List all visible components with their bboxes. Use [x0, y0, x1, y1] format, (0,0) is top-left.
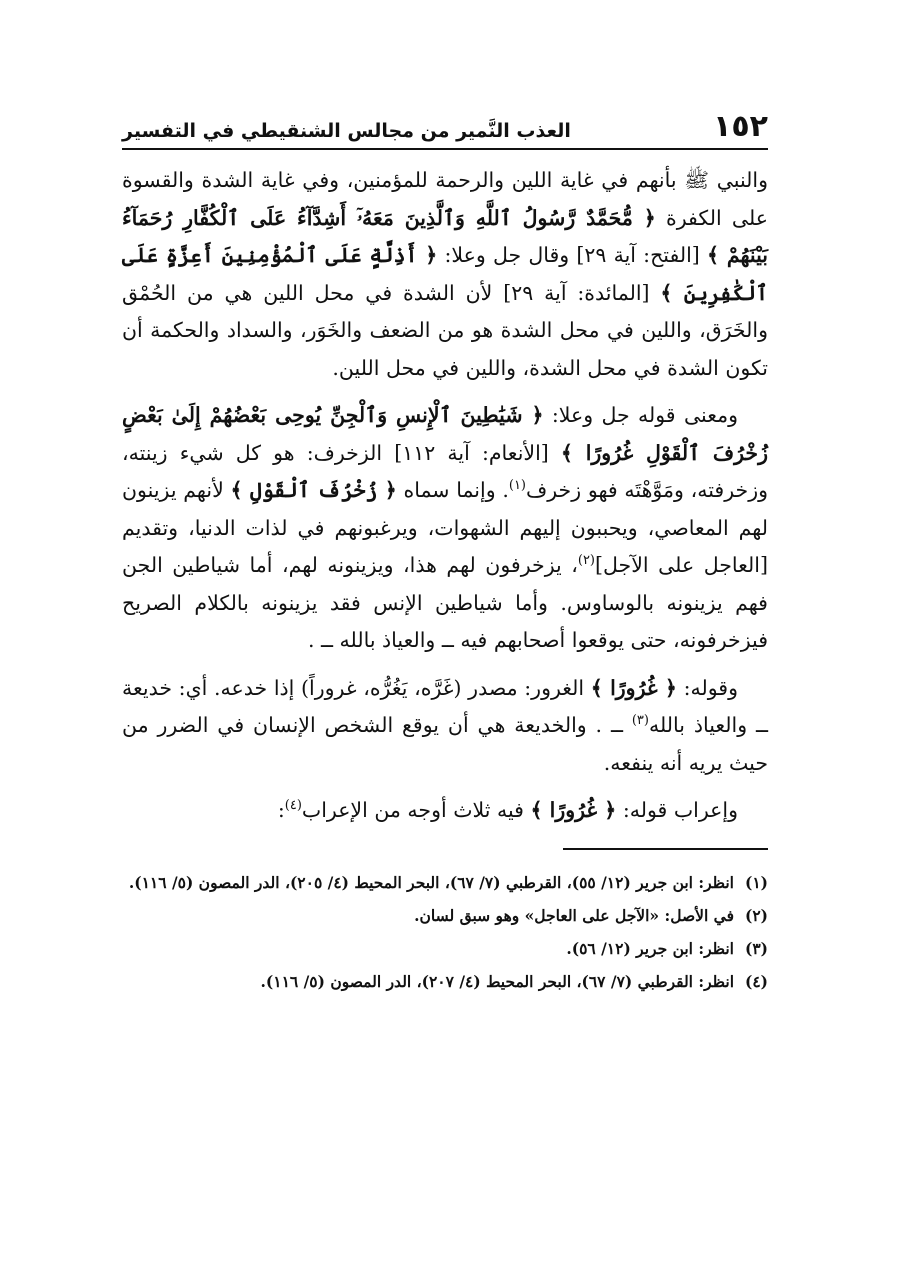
footnote-number: (٢) — [744, 905, 768, 925]
footnotes — [122, 866, 768, 998]
quran-verse: ﴿ زُخْرُفَ ٱلْقَوْلِ ﴾ — [230, 478, 397, 502]
paragraph-text: لأنهم يزينون لهم المعاصي، ويحببون إليهم الشهوات، ويرغبونهم في لذات الدنيا، وتقديم [العاجل على الآجل] — [122, 478, 768, 577]
paragraph — [122, 162, 768, 387]
paragraph-text: وإعراب قوله: — [616, 798, 738, 822]
footnote-reference: (١) — [508, 478, 526, 494]
paragraph — [122, 397, 768, 660]
body-text — [122, 162, 768, 830]
running-title: العذب النَّمير من مجالس الشنقيطي في التفسير — [122, 120, 571, 142]
footnote — [122, 866, 768, 899]
page-number: ١٥٢ — [713, 109, 768, 144]
footnote-text: انظر: ابن جرير (١٢/ ٥٦). — [566, 938, 734, 958]
quran-verse: ﴿ غُرُورًا ﴾ — [590, 675, 677, 700]
paragraph-text: ، يزخرفون لهم هذا، ويزينونه لهم، أما شياطين الجن فهم يزينونه بالوساوس. وأما شياطين الإنس فقد يزينونه بالكلام الصريح فيزخرفونه، حتى يوقعوا أصحابهم فيه ــ والعياذ بالله ــ . — [122, 553, 768, 652]
paragraph-text: : — [277, 798, 285, 822]
footnote — [122, 932, 768, 965]
paragraph-text: [المائدة: آية ٢٩] لأن الشدة في محل اللين هي من الحُمْق والخَرَق، واللين في محل الشدة هو من الضعف والخَوَر، والسداد والحكمة أن تكون الشدة في محل الشدة، واللين في محل اللين. — [122, 280, 768, 380]
paragraph-text: ــ . والخديعة هي أن يوقع الشخص الإنسان في الضرر من حيث يريه أنه ينفعه. — [122, 713, 768, 775]
footnote-number: (١) — [744, 872, 768, 892]
footnote-divider — [563, 848, 768, 850]
footnote-text: في الأصل: «الآجل على العاجل» وهو سبق لسان. — [414, 905, 734, 925]
paragraph-text: والنبي ﷺ بأنهم في غاية اللين والرحمة للمؤمنين، وفي غاية الشدة والقسوة على الكفرة — [122, 168, 769, 230]
footnote-reference: (٣) — [631, 713, 649, 729]
paragraph-text: ومعنى قوله جل وعلا: — [543, 403, 738, 427]
footnote-text: انظر: القرطبي (٧/ ٦٧)، البحر المحيط (٤/ ٢٠٧)، الدر المصون (٥/ ١١٦). — [260, 971, 734, 991]
quran-verse: ﴿ أَذِلَّةٍ عَلَى ٱلْمُؤْمِنِينَ أَعِزَّةٍ عَلَى ٱلْكَٰفِرِينَ ﴾ — [122, 243, 769, 305]
quran-verse: ﴿ شَيَٰطِينَ ٱلْإِنسِ وَٱلْجِنِّ يُوحِى بَعْضُهُمْ إِلَىٰ بَعْضٍ زُخْرُفَ ٱلْقَوْلِ غُرُورًا ﴾ — [122, 403, 768, 465]
footnote-number: (٤) — [744, 971, 768, 991]
paragraph-text: وقوله: — [676, 675, 739, 700]
paragraph-text: [الفتح: آية ٢٩] وقال جل وعلا: — [437, 243, 707, 267]
paragraph-text: [الأنعام: آية ١١٢] الزخرف: هو كل شيء زينته، وزخرفته، ومَوَّهْتَه فهو زخرف — [122, 440, 769, 502]
footnote — [122, 965, 768, 998]
paragraph-text: الغرور: مصدر (غَرَّه، يَغُرُّه، غروراً) إذا خدعه. أي: خديعة ــ والعياذ بالله — [122, 675, 769, 737]
quran-verse: ﴿ غُرُورًا ﴾ — [530, 798, 617, 822]
paragraph — [122, 670, 768, 783]
paragraph-text: . وإنما سماه — [396, 478, 509, 502]
book-page — [122, 96, 768, 998]
footnote-number: (٣) — [744, 938, 768, 958]
footnote — [122, 899, 768, 932]
page-header — [122, 96, 768, 150]
paragraph — [122, 792, 768, 830]
paragraph-text: فيه ثلاث أوجه من الإعراب — [301, 798, 531, 822]
quran-verse: ﴿ مُّحَمَّدٌ رَّسُولُ ٱللَّهِ وَٱلَّذِينَ مَعَهُۥٓ أَشِدَّآءُ عَلَى ٱلْكُفَّارِ رُحَمَآءُ بَيْنَهُمْ ﴾ — [122, 205, 768, 267]
footnote-reference: (٢) — [577, 553, 595, 569]
footnote-reference: (٤) — [284, 798, 302, 814]
footnote-text: انظر: ابن جرير (١٢/ ٥٥)، القرطبي (٧/ ٦٧)، البحر المحيط (٤/ ٢٠٥)، الدر المصون (٥/ ١١٦). — [128, 872, 734, 892]
